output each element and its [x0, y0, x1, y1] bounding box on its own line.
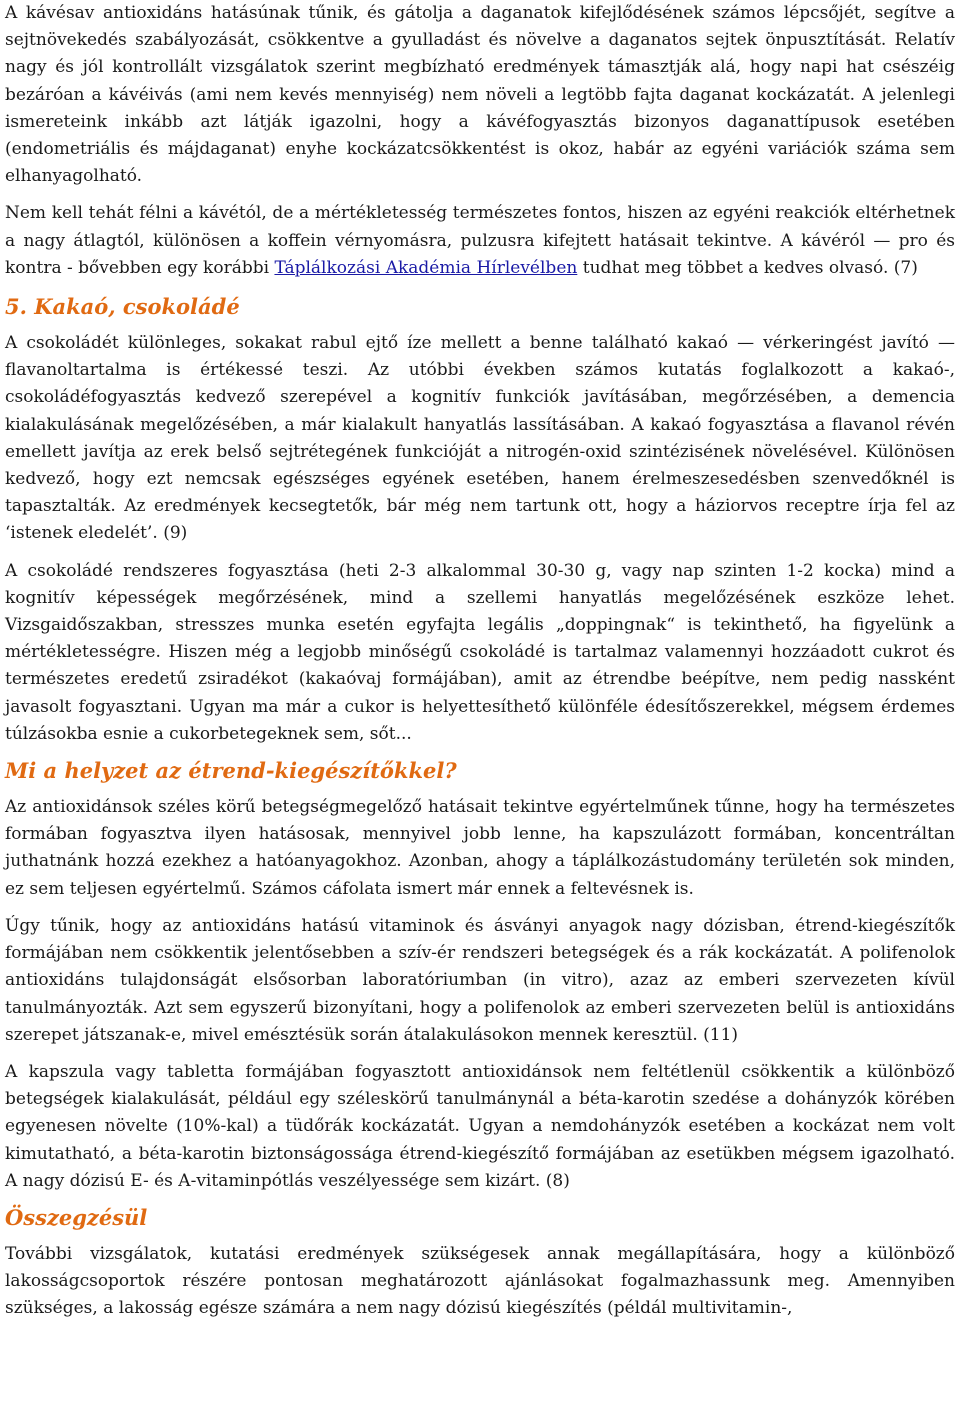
paragraph-chocolate-consumption: A csokoládé rendszeres fogyasztása (heti 2-3 alkalommal 30-30 g, vagy nap szinten 1-2 kocka) mind a kognitív képességek megőrzésének, mind a szellemi hanyatlás megelőzésének eszköze lehet. Vizsgaidőszakban, stresszes munka esetén egyfajta legális „doppingnak“ is tekinthető, ha figyelünk a mértékletességre. Hiszen még a legjobb minőségű csokoládé is tartalmaz valamennyi hozzáadott cukrot és természetes eredetű zsiradékot (kakaóvaj formájában), amit az étrendbe beépítve, nem pedig nassként javasolt fogyasztani. Ugyan ma már a cukor is helyettesíthető különféle édesítőszerekkel, mégsem érdemes túlzásokba esnie a cukorbetegeknek sem, sőt...	[5, 560, 955, 744]
paragraph-summary: További vizsgálatok, kutatási eredmények szükségesek annak megállapítására, hogy a különböző lakosságcsoportok részére pontosan meghatározott ajánlásokat fogalmazhassunk meg. Amennyiben szükséges, a lakosság egésze számára a nem nagy dózisú kiegészítés (példál multivitamin-,	[5, 1243, 955, 1319]
newsletter-link[interactable]: Táplálkozási Akadémia Hírlevélben	[274, 257, 578, 278]
paragraph-antioxidants-intro: Az antioxidánsok széles körű betegségmegelőző hatásait tekintve egyértelműnek tűnne, hogy ha természetes formában fogyasztva ilyen hatásosak, mennyivel jobb lenne, ha kapszulázott formában, koncentráltan juthatnánk hozzá ezekhez a hatóanyagokhoz. Azonban, ahogy a táplálkozástudomány területén sok minden, ez sem teljesen egyértelmű. Számos cáfolata ismert már ennek a feltevésnek is.	[5, 797, 955, 899]
paragraph-coffee-moderation	[5, 200, 955, 282]
heading-summary: Összegzésül	[5, 1204, 148, 1230]
heading-supplements: Mi a helyzet az étrend-kiegészítőkkel?	[5, 758, 457, 784]
paragraph-coffee-acid: A kávésav antioxidáns hatásúnak tűnik, és gátolja a daganatok kifejlődésének számos lépcsőjét, segítve a sejtnövekedés szabályozását, csökkentve a gyulladást és növelve a daganatos sejtek önpusztítását. Relatív nagy és jól kontrollált vizsgálatok szerint megbízható eredmények támasztják alá, hogy napi hat csészéig bezáróan a kávéivás (ami nem kevés mennyiség) nem növeli a legtöbb fajta daganat kockázatát. A jelenlegi ismereteink inkább azt látják igazolni, hogy a kávéfogyasztás bizonyos daganattípusok esetében (endometriális és májdaganat) enyhe kockázatcsökkentést is okoz, habár az egyéni variációk száma sem elhanyagolható.	[5, 3, 955, 187]
paragraph-text: tudhat meg többet a kedves olvasó. (7)	[577, 257, 918, 278]
paragraph-capsule-antioxidants: A kapszula vagy tabletta formájában fogyasztott antioxidánsok nem feltétlenül csökkentik a különböző betegségek kialakulását, például egy széleskörű tanulmánynál a béta-karotin szedése a dohányzók körében egyenesen növelte (10%-kal) a tüdőrák kockázatát. Ugyan a nemdohányzók esetében a kockázat nem volt kimutatható, a béta-karotin biztonságossága étrend-kiegészítő formájában az esetükben mégsem igazolható. A nagy dózisú E- és A-vitaminpótlás veszélyessége sem kizárt. (8)	[5, 1061, 955, 1191]
paragraph-text: Nem kell tehát félni a kávétól, de a mértékletesség természetes fontos, hiszen az egyéni reakciók eltérhetnek a nagy átlagtól, különösen a koffein vérnyomásra, pulzusra kifejtett hatásait tekintve. A kávéról — pro és kontra - bővebben egy korábbi	[5, 203, 955, 278]
paragraph-chocolate-flavanol: A csokoládét különleges, sokakat rabul ejtő íze mellett a benne található kakaó — vérkeringést javító — flavanoltartalma is értékessé teszi. Az utóbbi években számos kutatás foglalkozott a kakaó-, csokoládéfogyasztás kedvező szerepével a kognitív funkciók javításában, megőrzésében, a demencia kialakulásának megelőzésében, a már kialakult hanyatlás lassításában. A kakaó fogyasztása a flavanol révén emellett javítja az erek belső sejtrétegének funkcióját a nitrogén-oxid szintézisének növelésével. Különösen kedvező, hogy ezt nemcsak egészséges egyének esetében, hanem érelmeszesedésben szenvedőknél is tapasztalták. Az eredmények kecsegtetők, bár még nem tartunk ott, hogy a háziorvos receptre írja fel az ‘istenek eledelét’. (9)	[5, 333, 955, 544]
paragraph-antioxidant-vitamins: Úgy tűnik, hogy az antioxidáns hatású vitaminok és ásványi anyagok nagy dózisban, étrend-kiegészítők formájában nem csökkentik jelentősebben a szív-ér rendszeri betegségek és a rák kockázatát. A polifenolok antioxidáns tulajdonságát elsősorban laboratóriumban (in vitro), azaz az emberi szervezeten kívül tanulmányozták. Azt sem egyszerű bizonyítani, hogy a polifenolok az emberi szervezeten belül is antioxidáns szerepet játszanak-e, mivel emésztésük során átalakulásokon mennek keresztül. (11)	[5, 915, 955, 1045]
article-body	[5, 0, 955, 1323]
heading-cocoa-chocolate: 5. Kakaó, csokoládé	[5, 294, 240, 320]
